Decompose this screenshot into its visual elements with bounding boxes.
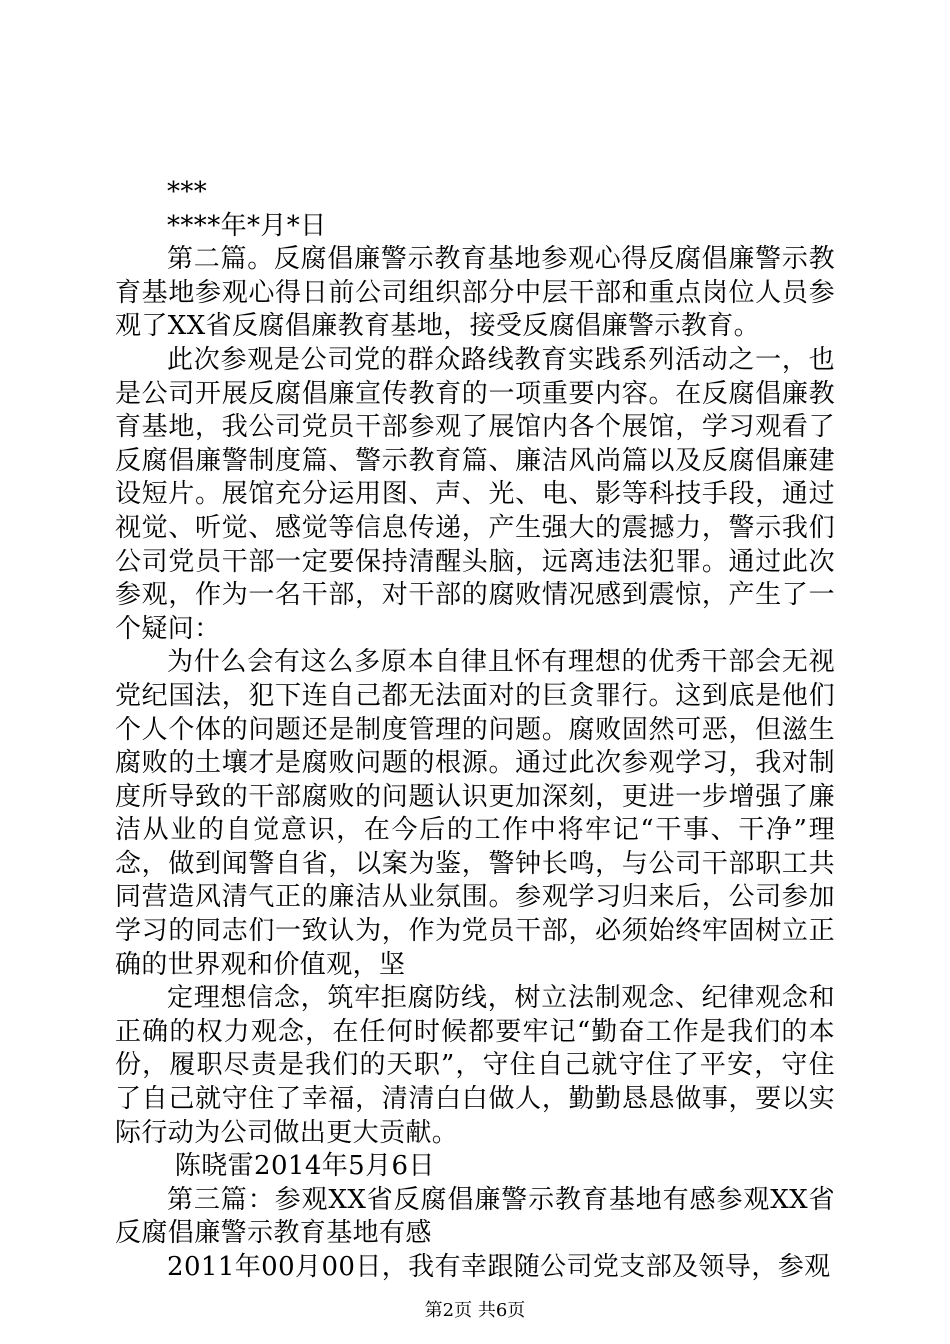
paragraph-article-three-title: 第三篇：参观XX省反腐倡廉警示教育基地有感参观XX省反腐倡廉警示教育基地有感	[115, 1184, 835, 1249]
paragraph-conclusion: 定理想信念，筑牢拒腐防线，树立法制观念、纪律观念和正确的权力观念，在任何时候都要牢记“勤奋工作是我们的本份，履职尽责是我们的天职”，守住自己就守住了平安，守住了自己就守住了幸福，清清白白做人，勤勤恳恳做事，要以实际行动为公司做出更大贡献。	[115, 983, 835, 1148]
paragraph-article-two-title: 第二篇。反腐倡廉警示教育基地参观心得反腐倡廉警示教育基地参观心得日前公司组织部分中层干部和重点岗位人员参观了XX省反腐倡廉教育基地，接受反腐倡廉警示教育。	[115, 244, 835, 342]
paragraph-reflection: 为什么会有这么多原本自律且怀有理想的优秀干部会无视党纪国法，犯下连自己都无法面对的巨贪罪行。这到底是他们个人个体的问题还是制度管理的问题。腐败固然可恶，但滋生腐败的土壤才是腐败问题的根源。通过此次参观学习，我对制度所导致的干部腐败的问题认识更加深刻，更进一步增强了廉洁从业的自觉意识，在今后的工作中将牢记“干事、干净”理念，做到闻警自省，以案为鉴，警钟长鸣，与公司干部职工共同营造风清气正的廉洁从业氛围。参观学习归来后，公司参加学习的同志们一致认为，作为党员干部，必须始终牢固树立正确的世界观和价值观，坚	[115, 647, 835, 980]
paragraph-article-three-start: 2011年00月00日，我有幸跟随公司党支部及领导，参观	[167, 1252, 831, 1282]
page-footer: 第2页 共6页	[424, 1300, 526, 1321]
signature-date: ****年*月*日	[167, 210, 327, 241]
paragraph-visit-description: 此次参观是公司党的群众路线教育实践系列活动之一，也是公司开展反腐倡廉宣传教育的一项重要内容。在反腐倡廉教育基地，我公司党员干部参观了展馆内各个展馆，学习观看了反腐倡廉警制度篇、警示教育篇、廉洁风尚篇以及反腐倡廉建设短片。展馆充分运用图、声、光、电、影等科技手段，通过视觉、听觉、感觉等信息传递，产生强大的震撼力，警示我们公司党员干部一定要保持清醒头脑，远离违法犯罪。通过此次参观，作为一名干部，对干部的腐败情况感到震惊，产生了一个疑问：	[115, 344, 835, 644]
document-body	[115, 176, 835, 1285]
signature-name: ***	[167, 177, 208, 207]
author-signature: 陈晓雷2014年5月6日	[174, 1151, 435, 1182]
